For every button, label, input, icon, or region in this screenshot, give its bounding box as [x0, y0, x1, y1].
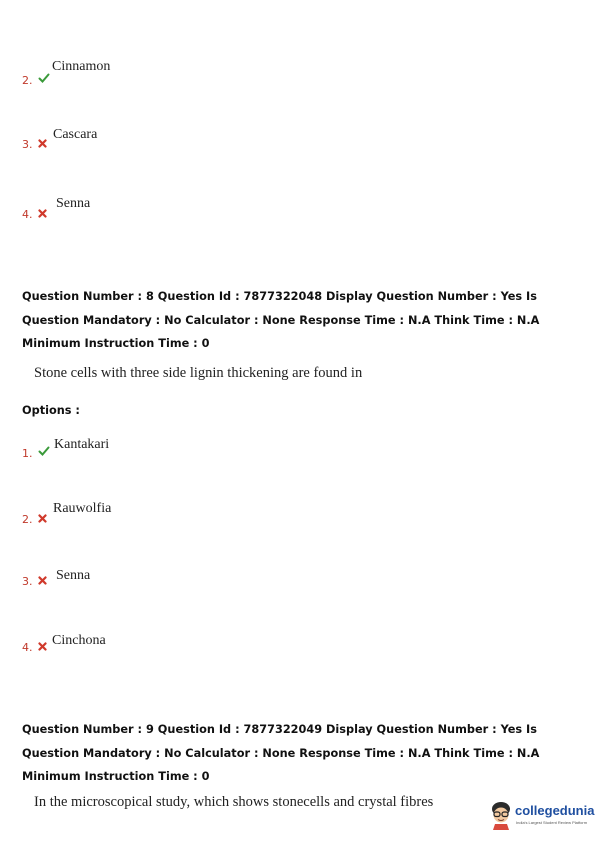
mascot-icon — [489, 800, 513, 830]
option-text: Cinnamon — [52, 59, 111, 74]
option-text: Kantakari — [54, 437, 110, 452]
cross-icon — [38, 576, 47, 585]
option-number: 2. — [22, 74, 33, 87]
option-number: 1. — [22, 447, 33, 460]
logo-name: collegedunia — [515, 803, 595, 818]
logo-tagline: India's Largest Student Review Platform — [516, 820, 588, 825]
question-8-header: Question Number : 8 Question Id : 7877322048 Display Question Number : Yes Is Question Mandatory : No Calculator : None Response Time : N.A Think Time : N.A Minimum Instruction Time : 0 — [22, 290, 540, 350]
option-text: Senna — [56, 196, 91, 211]
prev-option-4 — [22, 196, 222, 226]
cross-icon — [38, 139, 47, 148]
cross-icon — [38, 642, 47, 651]
option-number: 2. — [22, 513, 33, 526]
cross-icon — [38, 514, 47, 523]
collegedunia-logo — [489, 800, 595, 832]
check-icon — [38, 445, 50, 457]
question-9-text: In the microscopical study, which shows stonecells and crystal fibres — [34, 794, 434, 810]
question-9-header: Question Number : 9 Question Id : 7877322049 Display Question Number : Yes Is Question Mandatory : No Calculator : None Response Time : N.A Think Time : N.A Minimum Instruction Time : 0 — [22, 723, 540, 783]
prev-option-3 — [22, 127, 222, 157]
question-8-text: Stone cells with three side lignin thickening are found in — [34, 365, 363, 381]
q8-option-1 — [22, 437, 222, 467]
q8-option-4 — [22, 633, 222, 663]
option-text: Cinchona — [52, 633, 106, 648]
option-number: 3. — [22, 575, 33, 588]
option-number: 4. — [22, 208, 33, 221]
option-number: 4. — [22, 641, 33, 654]
check-icon — [38, 72, 50, 84]
option-text: Senna — [56, 568, 91, 583]
options-label: Options : — [22, 404, 80, 417]
q8-option-3 — [22, 568, 222, 598]
option-text: Rauwolfia — [53, 501, 112, 516]
q8-option-2 — [22, 501, 222, 531]
option-number: 3. — [22, 138, 33, 151]
option-text: Cascara — [53, 127, 98, 142]
prev-option-2 — [22, 58, 222, 88]
cross-icon — [38, 209, 47, 218]
